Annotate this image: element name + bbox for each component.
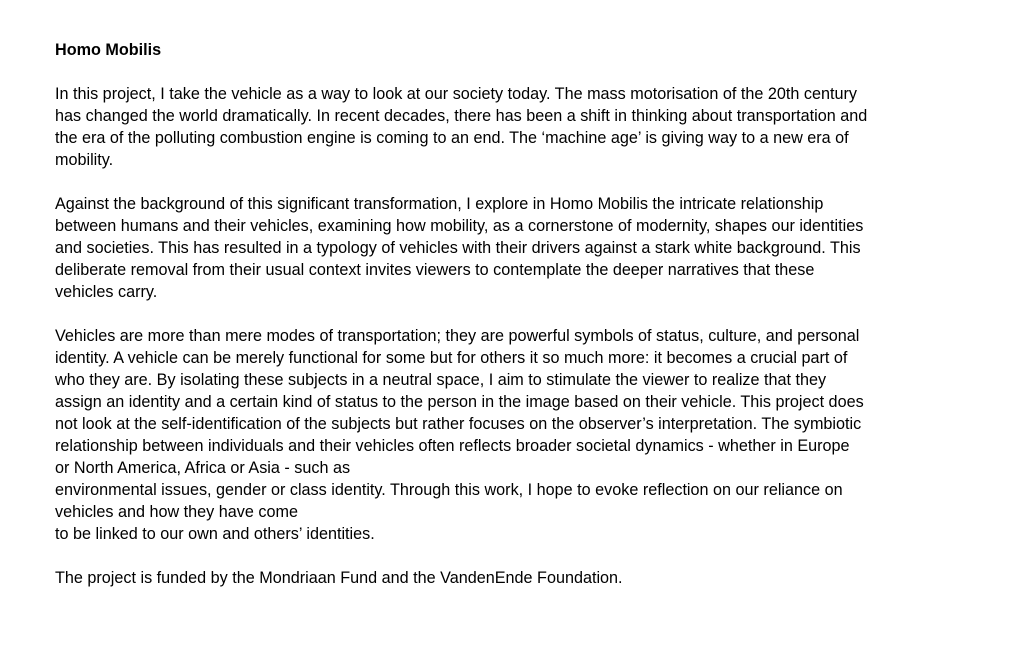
document-title: Homo Mobilis — [55, 41, 162, 59]
paragraph-line: the era of the polluting combustion engine is coming to an end. The ‘machine age’ is giving way to a new era of — [55, 129, 849, 147]
paragraph-line: not look at the self-identification of the subjects but rather focuses on the observer’s interpretation. The symbiotic — [55, 415, 862, 433]
paragraph-line: assign an identity and a certain kind of status to the person in the image based on their vehicle. This project does — [55, 393, 864, 411]
paragraph-line: vehicles carry. — [55, 283, 158, 301]
paragraph-line: mobility. — [55, 151, 114, 169]
paragraph-line: and societies. This has resulted in a typology of vehicles with their drivers against a stark white background. This — [55, 239, 861, 257]
document-body — [55, 39, 990, 611]
paragraph-line: between humans and their vehicles, examining how mobility, as a cornerstone of modernity, shapes our identities — [55, 217, 864, 235]
paragraph-line: or North America, Africa or Asia - such as — [55, 459, 351, 477]
paragraph-line: identity. A vehicle can be merely functional for some but for others it so much more: it becomes a crucial part of — [55, 349, 848, 367]
paragraph-line: has changed the world dramatically. In recent decades, there has been a shift in thinking about transportation and — [55, 107, 868, 125]
paragraph-line: The project is funded by the Mondriaan Fund and the VandenEnde Foundation. — [55, 569, 623, 587]
paragraph-line: relationship between individuals and their vehicles often reflects broader societal dynamics - whether in Europe — [55, 437, 850, 455]
paragraph-line: to be linked to our own and others’ identities. — [55, 525, 375, 543]
paragraph-symbols — [55, 325, 990, 545]
paragraph-line: Vehicles are more than mere modes of transportation; they are powerful symbols of status, culture, and personal — [55, 327, 860, 345]
paragraph-line: Against the background of this significant transformation, I explore in Homo Mobilis the intricate relationship — [55, 195, 824, 213]
paragraph-line: environmental issues, gender or class identity. Through this work, I hope to evoke reflection on our reliance on — [55, 481, 843, 499]
paragraph-line: deliberate removal from their usual context invites viewers to contemplate the deeper narratives that these — [55, 261, 815, 279]
paragraph-funding — [55, 567, 990, 589]
paragraph-intro — [55, 83, 990, 171]
paragraph-line: In this project, I take the vehicle as a way to look at our society today. The mass motorisation of the 20th century — [55, 85, 857, 103]
paragraph-line: vehicles and how they have come — [55, 503, 298, 521]
paragraph-line: who they are. By isolating these subjects in a neutral space, I aim to stimulate the viewer to realize that they — [55, 371, 827, 389]
paragraph-transformation — [55, 193, 990, 303]
